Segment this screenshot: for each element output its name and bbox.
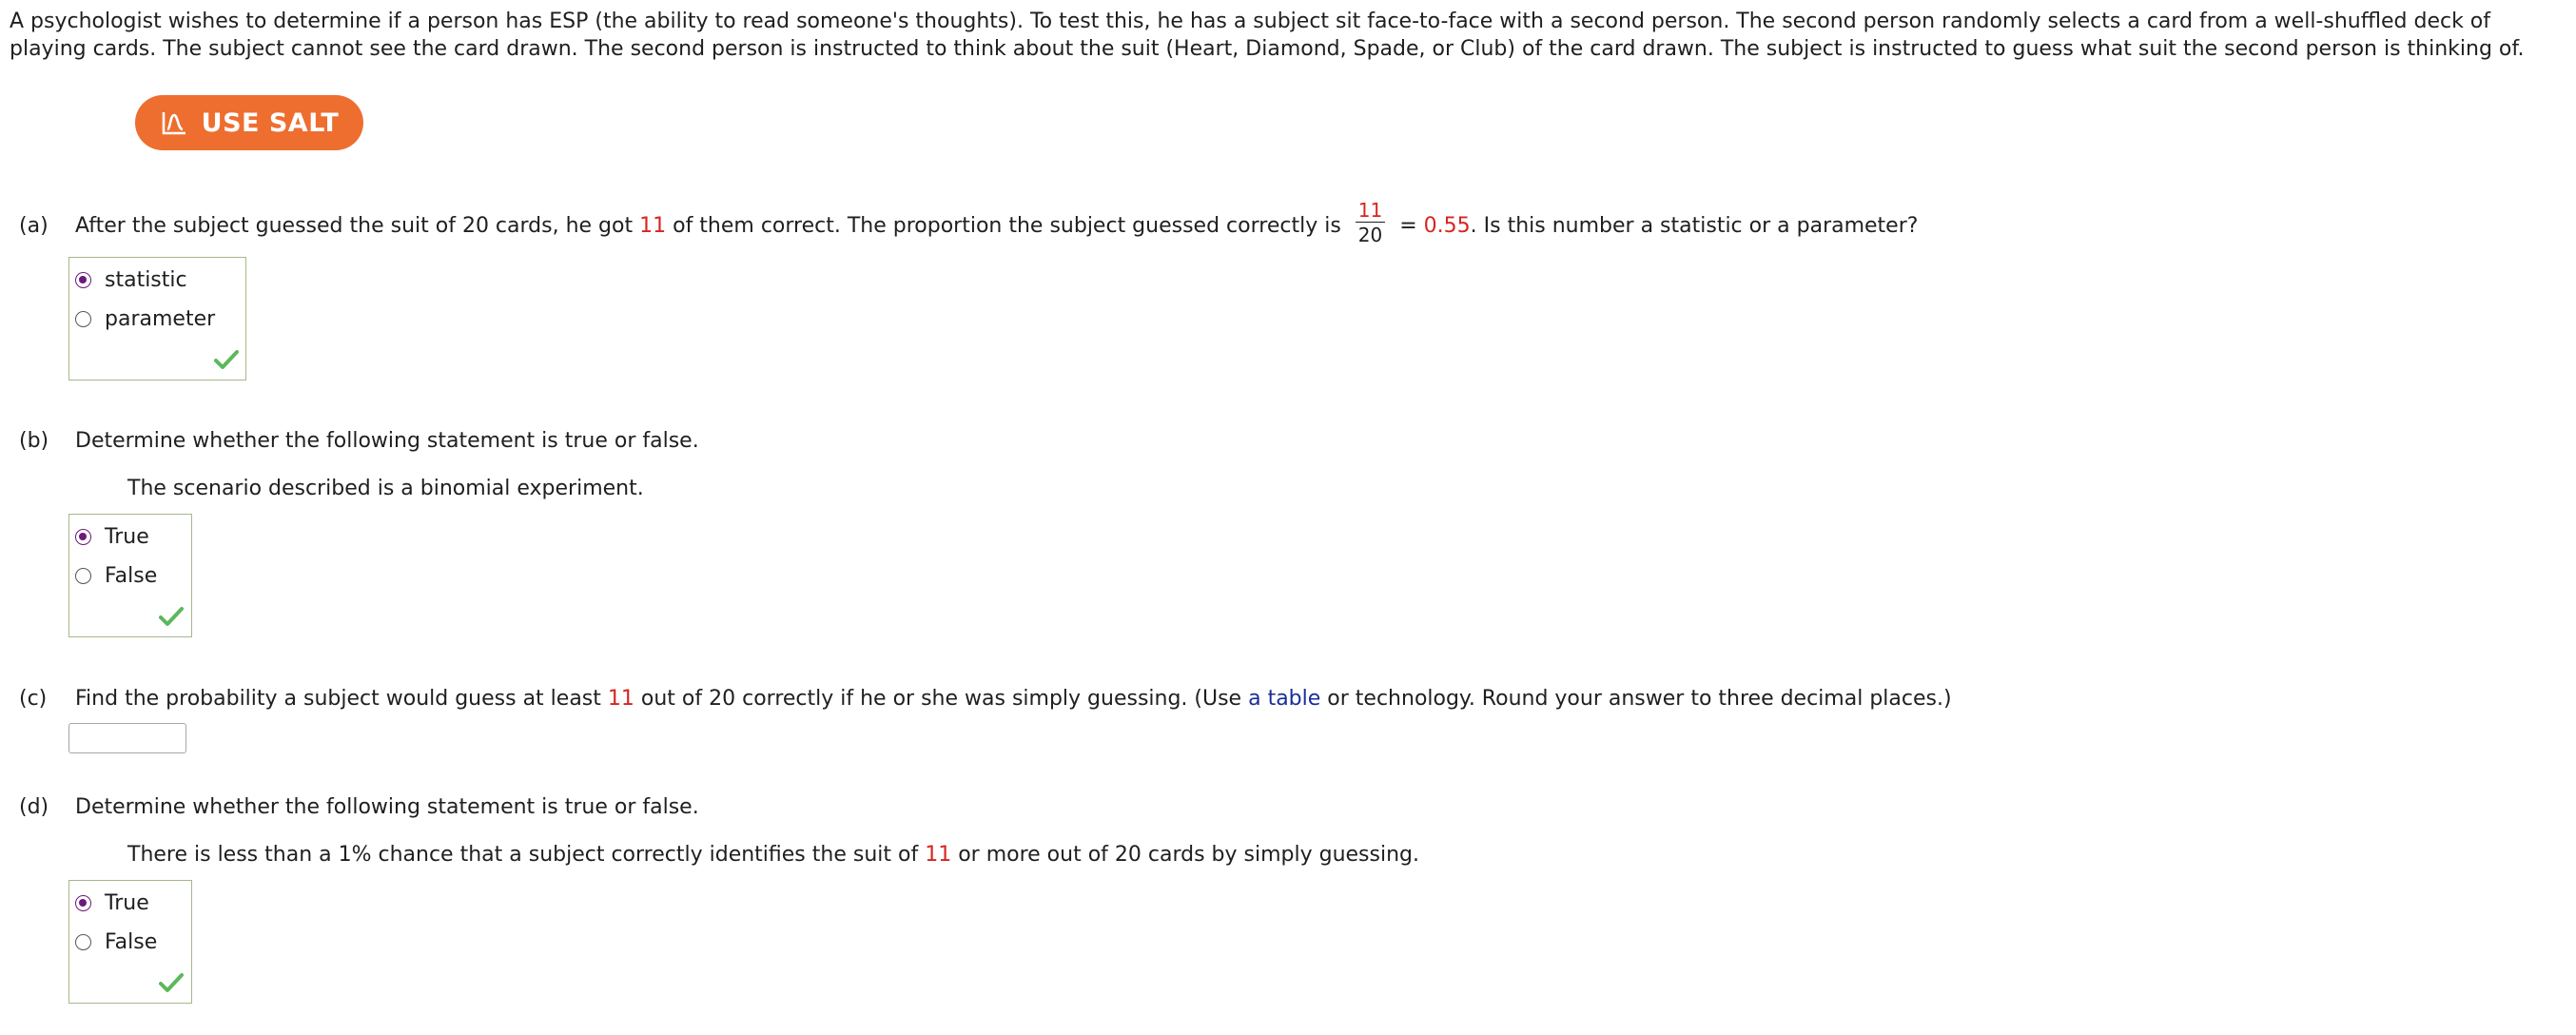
option-false-label: False: [105, 929, 158, 954]
option-true-label: True: [105, 890, 149, 915]
part-c-question: [19, 687, 1952, 711]
option-false[interactable]: [75, 561, 157, 590]
part-d-statement-2: or more out of 20 cards by simply guessing.: [958, 843, 1419, 867]
part-a-text-3: . Is this number a statistic or a parameter?: [1470, 214, 1919, 238]
part-b-answer-box: [68, 514, 192, 637]
part-c-text-1: Find the probability a subject would guess at least: [75, 687, 601, 711]
part-d-answer-box: [68, 880, 192, 1004]
check-icon: [214, 349, 239, 370]
radio-parameter[interactable]: [75, 311, 91, 327]
part-b-text: Determine whether the following statement is true or false.: [75, 429, 699, 453]
fraction-numerator: 11: [1356, 200, 1385, 223]
part-d-statement: [127, 843, 1419, 867]
problem-intro: A psychologist wishes to determine if a person has ESP (the ability to read someone's thoughts). To test this, he has a subject sit face-to-face with a second person. The second person randomly selects a card from a well-shuffled deck of playing cards. The subject cannot see the card drawn. The second person is instructed to think about the suit (Heart, Diamond, Spade, or Club) of the card drawn. The subject is instructed to guess what suit the second person is thinking of.: [10, 10, 2525, 61]
option-statistic-label: statistic: [105, 267, 187, 292]
option-statistic[interactable]: [75, 265, 187, 294]
part-a-question: [19, 199, 1919, 249]
part-a-label: (a): [19, 214, 49, 238]
equals-sign: =: [1399, 214, 1417, 238]
part-a-value: 11: [639, 214, 667, 238]
proportion-fraction: [1356, 200, 1385, 245]
radio-statistic[interactable]: [75, 272, 91, 288]
check-icon: [159, 972, 184, 993]
radio-true[interactable]: [75, 895, 91, 911]
part-a-answer-box: [68, 257, 246, 381]
option-true-label: True: [105, 524, 149, 549]
part-d-statement-1: There is less than a 1% chance that a subject correctly identifies the suit of: [127, 843, 919, 867]
radio-false[interactable]: [75, 934, 91, 950]
part-c-text-3: or technology. Round your answer to three decimal places.): [1327, 687, 1952, 711]
probability-answer-input[interactable]: [68, 723, 186, 753]
check-icon: [159, 606, 184, 627]
option-false-label: False: [105, 563, 158, 588]
option-parameter[interactable]: [75, 304, 215, 333]
part-d-question: [19, 795, 699, 819]
part-c-value: 11: [607, 687, 634, 711]
option-true[interactable]: [75, 522, 149, 551]
part-d-text: Determine whether the following statement is true or false.: [75, 795, 699, 819]
part-d-value: 11: [925, 843, 952, 867]
use-salt-button[interactable]: [135, 95, 363, 150]
part-a-text-1: After the subject guessed the suit of 20 cards, he got: [75, 214, 634, 238]
part-c-label: (c): [19, 687, 48, 711]
part-a-text-2: of them correct. The proportion the subject guessed correctly is: [673, 214, 1341, 238]
fraction-denominator: 20: [1357, 224, 1383, 246]
part-b-label: (b): [19, 429, 49, 453]
option-parameter-label: parameter: [105, 306, 216, 331]
part-b-statement: The scenario described is a binomial experiment.: [127, 477, 644, 500]
radio-true[interactable]: [75, 529, 91, 545]
chart-curve-icon: [160, 108, 188, 137]
use-salt-label: USE SALT: [201, 107, 340, 138]
option-false[interactable]: [75, 928, 157, 956]
table-link[interactable]: a table: [1248, 687, 1321, 711]
option-true[interactable]: [75, 889, 149, 917]
radio-false[interactable]: [75, 568, 91, 584]
part-d-label: (d): [19, 795, 49, 819]
part-b-question: [19, 429, 699, 453]
part-c-text-2: out of 20 correctly if he or she was simply guessing. (Use: [640, 687, 1242, 711]
proportion-result: 0.55: [1423, 214, 1471, 238]
